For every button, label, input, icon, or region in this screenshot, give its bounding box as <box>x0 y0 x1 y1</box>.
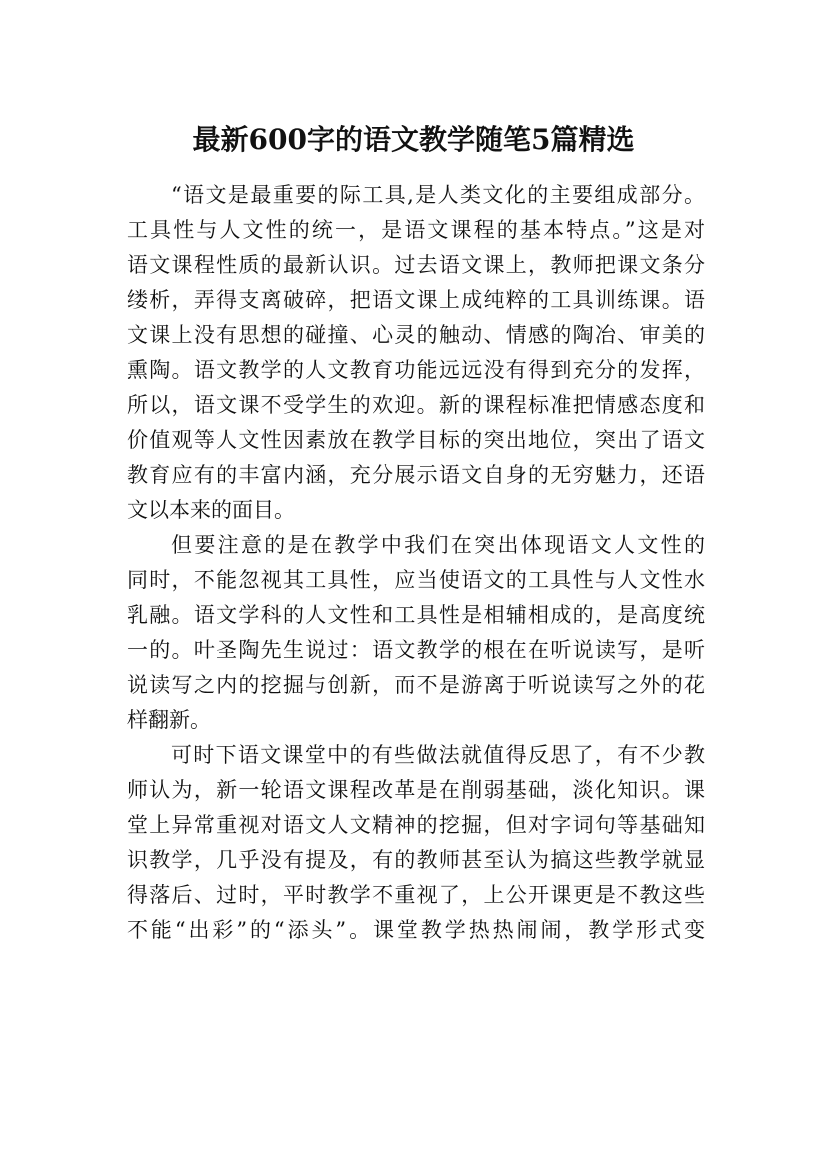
text-line: 工具性与人文性的统一，是语文课程的基本特点。”这是对 <box>127 218 705 242</box>
text-line: 不能“出彩”的“添头”。课堂教学热热闹闹，教学形式变 <box>127 918 705 942</box>
document-body <box>127 178 705 948</box>
text-line: 说读写之内的挖掘与创新，而不是游离于听说读写之外的花 <box>127 673 705 697</box>
text-line: 可时下语文课堂中的有些做法就值得反思了，有不少教 <box>171 743 705 767</box>
text-line: 但要注意的是在教学中我们在突出体现语文人文性的 <box>171 533 705 557</box>
paragraph-2 <box>127 528 705 738</box>
text-line: 价值观等人文性因素放在教学目标的突出地位，突出了语文 <box>127 428 705 452</box>
text-line: 堂上异常重视对语文人文精神的挖掘，但对字词句等基础知 <box>127 813 705 837</box>
text-line: 得落后、过时，平时教学不重视了，上公开课更是不教这些 <box>127 883 705 907</box>
text-line: 一的。叶圣陶先生说过：语文教学的根在在听说读写，是听 <box>127 638 705 662</box>
text-line: 文课上没有思想的碰撞、心灵的触动、情感的陶冶、审美的 <box>127 323 705 347</box>
document-title: 最新600字的语文教学随笔5篇精选 <box>192 122 635 156</box>
text-line: 文以本来的面目。 <box>127 498 295 522</box>
text-line: 缕析，弄得支离破碎，把语文课上成纯粹的工具训练课。语 <box>127 288 705 312</box>
text-line: 教育应有的丰富内涵，充分展示语文自身的无穷魅力，还语 <box>127 463 705 487</box>
text-line: 熏陶。语文教学的人文教育功能远远没有得到充分的发挥， <box>127 358 705 382</box>
text-line: “语文是最重要的际工具,是人类文化的主要组成部分。 <box>171 183 705 207</box>
text-line: 识教学，几乎没有提及，有的教师甚至认为搞这些教学就显 <box>127 848 705 872</box>
text-line: 样翻新。 <box>127 708 211 732</box>
paragraph-1 <box>127 178 705 528</box>
text-line: 乳融。语文学科的人文性和工具性是相辅相成的，是高度统 <box>127 603 705 627</box>
text-line: 所以，语文课不受学生的欢迎。新的课程标准把情感态度和 <box>127 393 705 417</box>
text-line: 师认为，新一轮语文课程改革是在削弱基础，淡化知识。课 <box>127 778 705 802</box>
paragraph-3 <box>127 738 705 948</box>
text-line: 语文课程性质的最新认识。过去语文课上，教师把课文条分 <box>127 253 705 277</box>
text-line: 同时，不能忽视其工具性，应当使语文的工具性与人文性水 <box>127 568 705 592</box>
